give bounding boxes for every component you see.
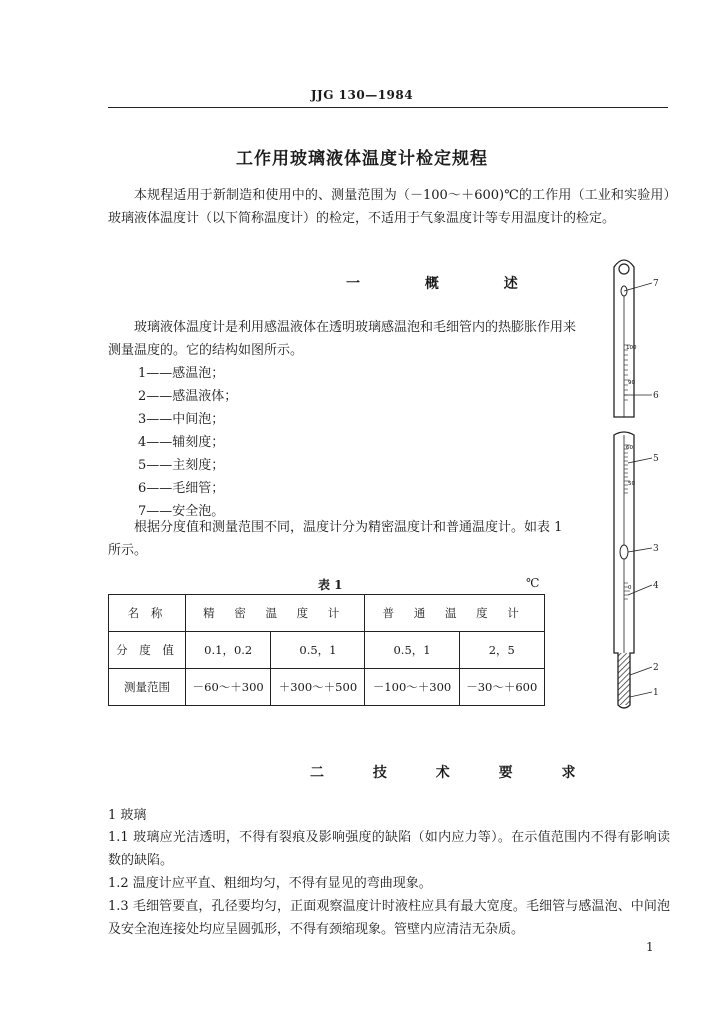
scale-label: 100 bbox=[626, 345, 637, 351]
section-2-heading: 二 技 术 要 求 bbox=[310, 765, 598, 781]
table-unit: ℃ bbox=[526, 576, 540, 590]
description-text: 玻璃液体温度计是利用感温液体在透明玻璃感温泡和毛细管内的热膨胀作用来测量温度的。它的结构如图所示。 bbox=[108, 320, 577, 358]
thermometer-bottom-piece bbox=[614, 432, 652, 708]
callout-label: 1 bbox=[653, 688, 659, 698]
table-cell: 2，5 bbox=[459, 632, 544, 669]
list-item: 7——安全泡。 bbox=[138, 504, 225, 519]
table-cell: 0.5，1 bbox=[365, 632, 459, 669]
classification-text: 根据分度值和测量范围不同，温度计分为精密温度计和普通温度计。如表 1 所示。 bbox=[108, 520, 563, 558]
middle-bulb bbox=[620, 545, 628, 559]
clause-1-1: 1.1 玻璃应光洁透明，不得有裂痕及影响强度的缺陷（如内应力等）。在示值范围内不得有影响读数的缺陷。 bbox=[108, 830, 670, 868]
subsection-heading: 1 玻璃 bbox=[108, 808, 147, 823]
list-item: 5——主刻度； bbox=[138, 458, 225, 473]
table-cell: ＋300～＋500 bbox=[271, 669, 365, 706]
list-item: 3——中间泡； bbox=[138, 412, 225, 427]
spec-table bbox=[108, 594, 545, 706]
list-item: 6——毛细管； bbox=[138, 481, 225, 496]
scale-label: 50 bbox=[628, 481, 635, 487]
list-item: 4——辅刻度； bbox=[138, 435, 225, 450]
thermometer-figure bbox=[600, 255, 690, 715]
table-cell: 精 密 温 度 计 bbox=[186, 595, 365, 632]
scale-label: 90 bbox=[628, 380, 635, 386]
callout-label: 6 bbox=[653, 391, 659, 401]
callout-label: 2 bbox=[653, 663, 659, 673]
table-cell: 普 通 温 度 计 bbox=[365, 595, 545, 632]
table-row bbox=[109, 595, 545, 632]
callout-label: 4 bbox=[653, 581, 659, 591]
scale-label: 0 bbox=[628, 585, 632, 591]
table-row bbox=[109, 669, 545, 706]
header-rule bbox=[108, 107, 668, 108]
table-cell: 测量范围 bbox=[109, 669, 186, 706]
table-cell: 名 称 bbox=[109, 595, 186, 632]
table-caption: 表 1 bbox=[318, 578, 343, 592]
hanging-ring-icon bbox=[619, 264, 629, 274]
callout-label: 5 bbox=[653, 454, 659, 464]
clause-1-3: 1.3 毛细管要直，孔径要均匀，正面观察温度计时液柱应具有最大宽度。毛细管与感温泡、中间泡及安全泡连接处均应呈圆弧形，不得有颈缩现象。管壁内应清洁无杂质。 bbox=[108, 899, 670, 937]
callout-label: 3 bbox=[653, 544, 659, 554]
list-item: 2——感温液体； bbox=[138, 389, 238, 404]
page-title: 工作用玻璃液体温度计检定规程 bbox=[236, 149, 488, 169]
table-cell: 0.5，1 bbox=[271, 632, 365, 669]
page-number: 1 bbox=[646, 940, 654, 954]
callout-label: 7 bbox=[653, 279, 659, 289]
table-cell: －100～＋300 bbox=[365, 669, 459, 706]
table-cell: －30～＋600 bbox=[459, 669, 544, 706]
table-cell: －60～＋300 bbox=[186, 669, 271, 706]
sensing-liquid bbox=[618, 653, 630, 705]
list-item: 1——感温泡； bbox=[138, 366, 225, 381]
table-cell: 0.1，0.2 bbox=[186, 632, 271, 669]
table-row bbox=[109, 632, 545, 669]
table-cell: 分 度 值 bbox=[109, 632, 186, 669]
thermometer-top-piece bbox=[614, 260, 652, 417]
clause-1-2: 1.2 温度计应平直、粗细均匀，不得有显见的弯曲现象。 bbox=[108, 876, 432, 891]
document-code: JJG 130—1984 bbox=[310, 88, 414, 102]
scale-label: 60 bbox=[626, 445, 633, 451]
parts-list bbox=[138, 362, 237, 523]
intro-paragraph: 本规程适用于新制造和使用中的、测量范围为（－100～＋600)℃的工作用（工业和实验用）玻璃液体温度计（以下简称温度计）的检定，不适用于气象温度计等专用温度计的检定。 bbox=[108, 188, 670, 226]
section-1-description bbox=[108, 316, 578, 362]
section-1-heading: 一 概 述 bbox=[346, 276, 548, 292]
classification-paragraph bbox=[108, 516, 578, 562]
